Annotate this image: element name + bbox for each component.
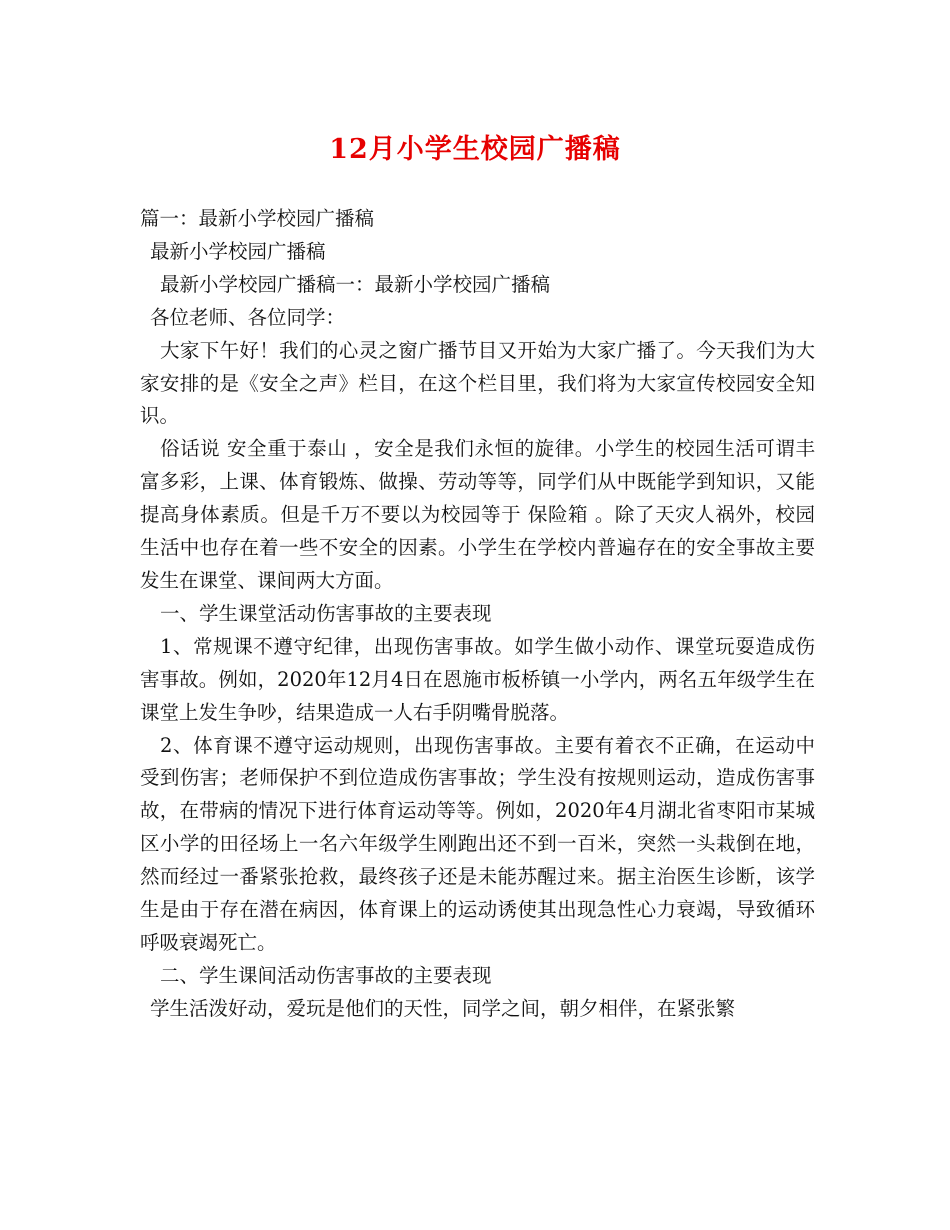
paragraph-heading-classroom: 一、学生课堂活动伤害事故的主要表现 — [160, 601, 492, 625]
paragraph-item-1: 1、常规课不遵守纪律，出现伤害事故。如学生做小动作、课堂玩耍造成伤害事故。例如，2020年12月4日在恩施市板桥镇一小学内，两名五年级学生在课堂上发生争吵，结果造成一人右手阴嘴骨脱落。 — [140, 634, 815, 724]
paragraph-heading-break: 二、学生课间活动伤害事故的主要表现 — [160, 963, 492, 987]
document-title: 12月小学生校园广播稿 — [329, 134, 621, 165]
paragraph-item-2: 2、体育课不遵守运动规则，出现伤害事故。主要有着衣不正确，在运动中受到伤害；老师保护不到位造成伤害事故；学生没有按规则运动，造成伤害事故，在带病的情况下进行体育运动等等。例如，2020年4月湖北省枣阳市某城区小学的田径场上一名六年级学生刚跑出还不到一百米，突然一头栽倒在地，然而经过一番紧张抢救，最终孩子还是未能苏醒过来。据主治医生诊断，该学生是由于存在潜在病因，体育课上的运动诱使其出现急性心力衰竭，导致循环呼吸衰竭死亡。 — [140, 733, 815, 954]
paragraph-opening: 大家下午好！我们的心灵之窗广播节目又开始为大家广播了。今天我们为大家安排的是《安全之声》栏目，在这个栏目里，我们将为大家宣传校园安全知识。 — [140, 338, 815, 428]
paragraph-subtitle-line: 最新小学校园广播稿一：最新小学校园广播稿 — [160, 272, 551, 296]
paragraph-greeting: 各位老师、各位同学： — [150, 305, 346, 329]
paragraph-section-heading: 篇一：最新小学校园广播稿 — [140, 207, 375, 230]
paragraph-subtitle: 最新小学校园广播稿 — [150, 239, 326, 263]
document-body — [140, 203, 815, 1026]
paragraph-break-intro: 学生活泼好动，爱玩是他们的天性，同学之间，朝夕相伴，在紧张繁 — [150, 996, 736, 1020]
paragraph-safety-intro: 俗话说 安全重于泰山 ，安全是我们永恒的旋律。小学生的校园生活可谓丰富多彩，上课、体育锻炼、做操、劳动等等，同学们从中既能学到知识，又能提高身体素质。但是千万不要以为校园等于 保险箱 。除了天灾人祸外，校园生活中也存在着一些不安全的因素。小学生在学校内普遍存在的安全事故主要发生在课堂、课间两大方面。 — [140, 437, 815, 592]
